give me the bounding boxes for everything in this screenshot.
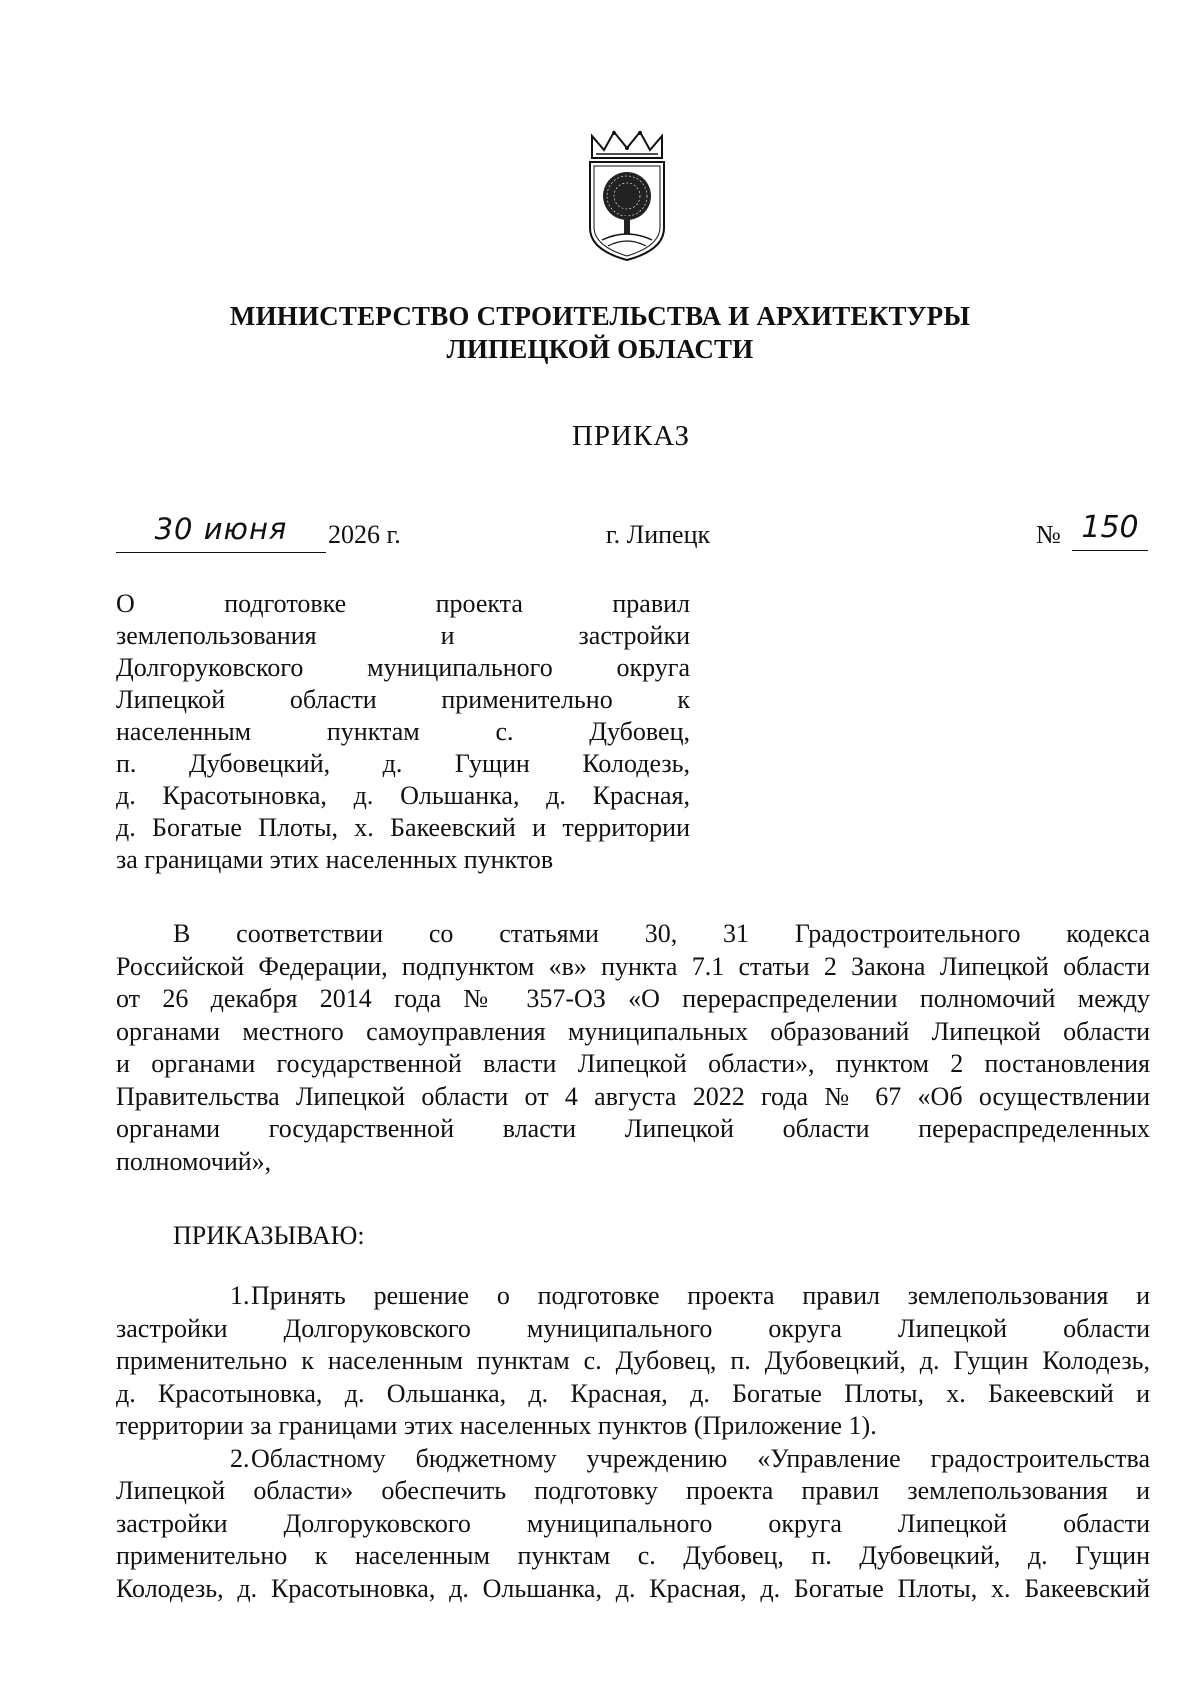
subject-line: населенным пунктам с. Дубовец,	[116, 717, 690, 746]
ministry-line-1: МИНИСТЕРСТВО СТРОИТЕЛЬСТВА И АРХИТЕКТУРЫ	[229, 301, 971, 331]
date-number-line	[0, 510, 1200, 560]
subject-line: п. Дубовецкий, д. Гущин Колодезь,	[116, 749, 690, 778]
item-first-line-text: Принять решение о подготовке проекта правил землепользования и	[251, 1281, 1150, 1310]
subject-line: Липецкой области применительно к	[116, 685, 690, 714]
order-item-1	[116, 1280, 1150, 1443]
city-name: г. Липецк	[605, 520, 711, 549]
item-line: применительно к населенным пунктам с. Дубовец, п. Дубовецкий, д. Гущин Колодезь,	[116, 1346, 1150, 1375]
number-label: №	[1036, 520, 1061, 549]
subject-line: Долгоруковского муниципального округа	[116, 653, 690, 682]
ministry-name	[0, 300, 1200, 366]
item-line: застройки Долгоруковского муниципального округа Липецкой области	[116, 1313, 1150, 1343]
subject-line: за границами этих населенных пунктов	[116, 845, 554, 874]
preamble-line: В соответствии со статьями 30, 31 Градостроительного кодекса	[173, 919, 1150, 948]
preamble-line: органами государственной власти Липецкой области перераспределенных	[116, 1114, 1150, 1143]
preamble-line: и органами государственной власти Липецкой области», пунктом 2 постановления	[116, 1049, 1150, 1078]
preamble-line: от 26 декабря 2014 года № 357-ОЗ «О перераспределении полномочий между	[116, 984, 1150, 1013]
subject-line: д. Богатые Плоты, х. Бакеевский и территории	[116, 813, 690, 842]
handwritten-number: 150	[1072, 510, 1148, 551]
order-subject	[116, 588, 690, 876]
item-first-line	[116, 1443, 1150, 1476]
preamble-line: полномочий»,	[116, 1146, 272, 1176]
item-first-line-text: Областному бюджетному учреждению «Управление градостроительства	[251, 1443, 1150, 1473]
order-item-2	[116, 1443, 1150, 1606]
item-line: застройки Долгоруковского муниципального округа Липецкой области	[116, 1508, 1150, 1538]
ministry-line-2: ЛИПЕЦКОЙ ОБЛАСТИ	[446, 334, 754, 364]
subject-line: О подготовке проекта правил	[116, 589, 690, 618]
item-line: применительно к населенным пунктам с. Дубовец, п. Дубовецкий, д. Гущин	[116, 1541, 1150, 1570]
item-line: Колодезь, д. Красотыновка, д. Ольшанка, д. Красная, д. Богатые Плоты, х. Бакеевский	[116, 1573, 1150, 1603]
document-type-title: ПРИКАЗ	[571, 420, 691, 452]
coat-of-arms-emblem	[584, 128, 670, 264]
handwritten-date: 30 июня	[116, 512, 326, 553]
preamble-line: органами местного самоуправления муниципальных образований Липецкой области	[116, 1016, 1150, 1046]
order-items	[116, 1280, 1150, 1605]
preamble-line: Российской Федерации, подпунктом «в» пункта 7.1 статьи 2 Закона Липецкой области	[116, 951, 1150, 981]
date-year: 2026 г.	[328, 520, 401, 549]
item-line: Липецкой области» обеспечить подготовку проекта правил землепользования и	[116, 1476, 1150, 1505]
preamble-paragraph	[116, 918, 1150, 1178]
item-line: д. Красотыновка, д. Ольшанка, д. Красная, д. Богатые Плоты, х. Бакеевский и	[116, 1378, 1150, 1408]
preamble-line: Правительства Липецкой области от 4 августа 2022 года № 67 «Об осуществлении	[116, 1081, 1150, 1111]
item-line: территории за границами этих населенных пунктов (Приложение 1).	[116, 1411, 877, 1440]
item-first-line	[116, 1280, 1150, 1313]
subject-line: землепользования и застройки	[116, 621, 690, 650]
item-number: 2.	[230, 1443, 250, 1473]
item-number: 1.	[230, 1281, 250, 1310]
orders-word: ПРИКАЗЫВАЮ:	[173, 1221, 365, 1250]
subject-line: д. Красотыновка, д. Ольшанка, д. Красная,	[116, 781, 690, 810]
